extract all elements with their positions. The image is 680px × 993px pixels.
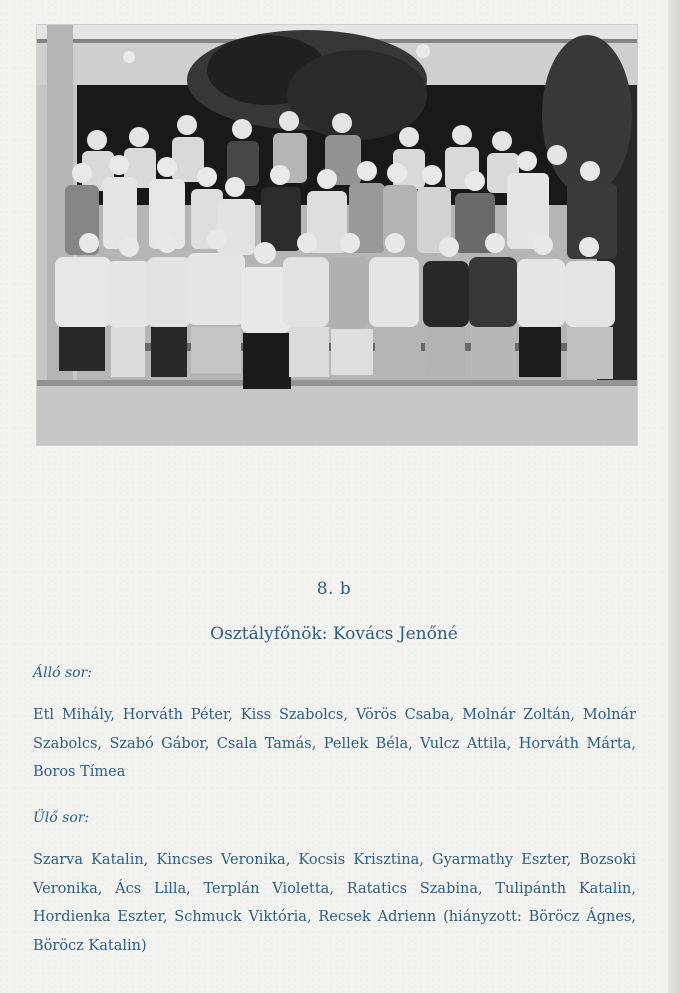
class-title: 8. b bbox=[316, 579, 352, 599]
page-edge bbox=[668, 0, 680, 993]
sitting-row-names: Szarva Katalin, Kincses Veronika, Kocsis Krisztina, Gyarmathy Eszter, Bozsoki Veronika, Ács Lilla, Terplán Violetta, Ratatics Szabina, Tulipánth Katalin, Hordienka Eszter, Schmuck Viktória, Recsek Adrienn (hiányzott: Böröcz Ágnes, Böröcz Katalin) bbox=[33, 852, 636, 954]
standing-row-label: Álló sor: bbox=[33, 665, 92, 681]
sitting-row-label: Ülő sor: bbox=[33, 810, 90, 826]
class-teacher: Osztályfőnök: Kovács Jenőné bbox=[210, 624, 458, 644]
standing-row-names: Etl Mihály, Horváth Péter, Kiss Szabolcs, Vörös Csaba, Molnár Zoltán, Molnár Szabolcs, Szabó Gábor, Csala Tamás, Pellek Béla, Vulcz Attila, Horváth Márta, Boros Tímea bbox=[33, 707, 636, 780]
class-photo bbox=[37, 25, 637, 445]
